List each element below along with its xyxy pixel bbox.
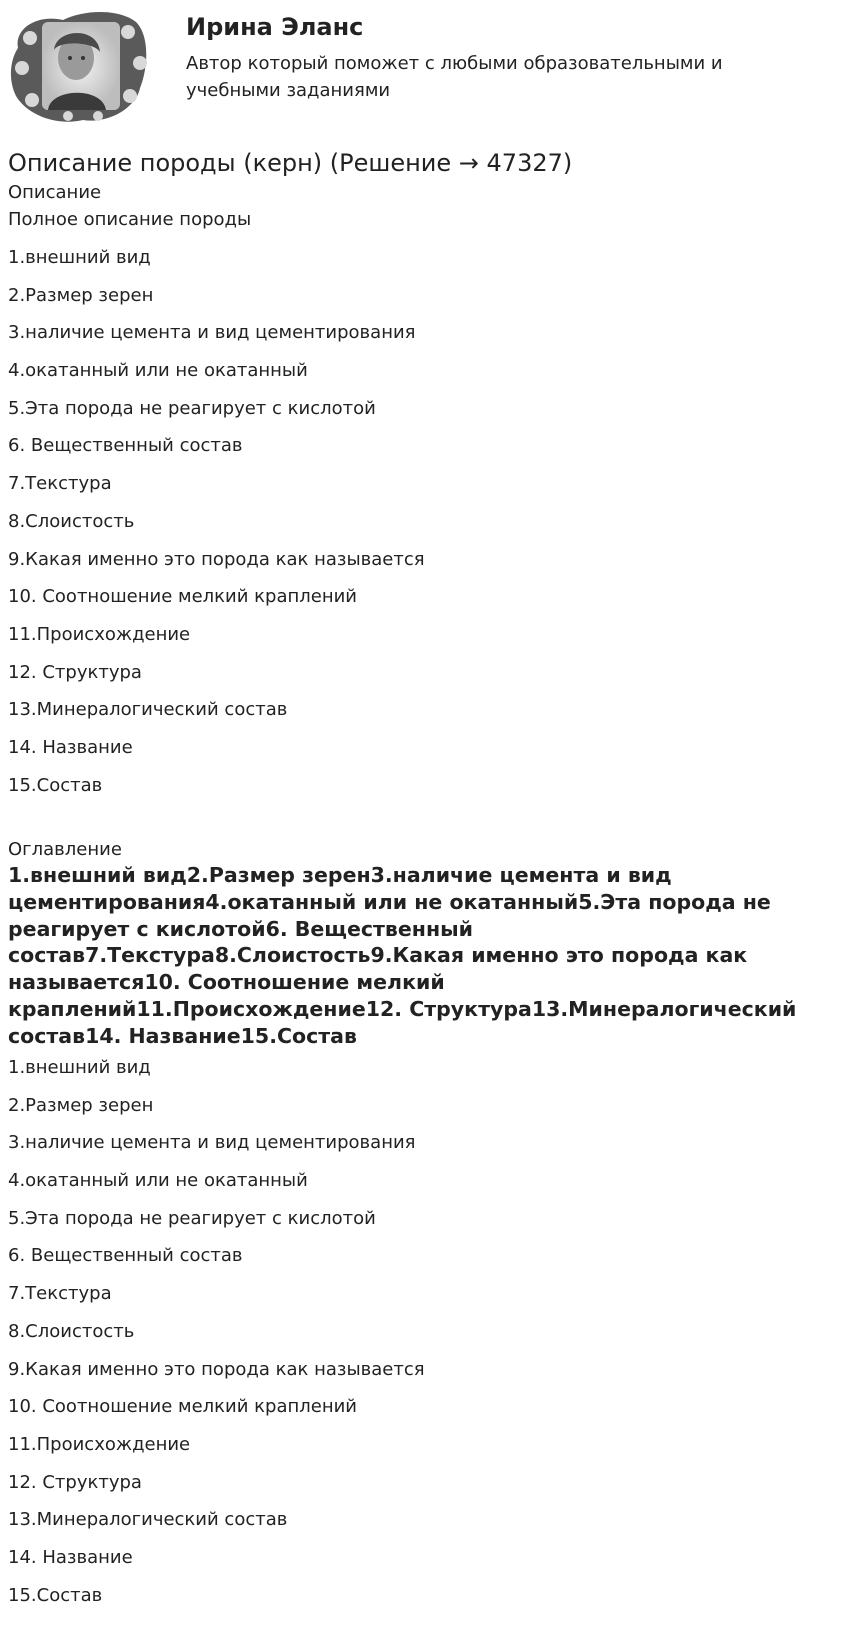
list-item: 6. Вещественный состав xyxy=(8,1245,243,1267)
list-item: 14. Название xyxy=(8,736,133,758)
toc-summary: 1.внешний вид2.Размер зерен3.наличие цемента и вид цементирования4.окатанный или не окатанный5.Эта порода не реагирует с кислотой6. Вещественный состав7.Текстура8.Слоистость9.Какая именно это порода как называется10. Соотношение мелкий краплений11.Происхождение12. Структура13.Минералогический состав14. Название15.Состав xyxy=(8,863,797,1048)
toc-heading: Оглавление xyxy=(8,839,122,860)
list-item: 5.Эта порода не реагирует с кислотой xyxy=(8,397,376,419)
list-item: 12. Структура xyxy=(8,1471,142,1493)
list-item: 11.Происхождение xyxy=(8,623,191,645)
toc-list xyxy=(8,1056,425,1621)
list-item: 1.внешний вид xyxy=(8,1057,151,1078)
list-item: 9.Какая именно это порода как называется xyxy=(8,1358,425,1380)
film-reel-frame-icon xyxy=(8,8,153,126)
list-item: 1.внешний вид xyxy=(8,247,151,268)
list-item: 13.Минералогический состав xyxy=(8,1509,288,1531)
list-item: 12. Структура xyxy=(8,661,142,683)
list-item: 13.Минералогический состав xyxy=(8,699,288,721)
list-item: 6. Вещественный состав xyxy=(8,435,243,457)
list-item: 4.окатанный или не окатанный xyxy=(8,1170,308,1192)
page-title: Описание породы (керн) (Решение → 47327) xyxy=(8,149,573,177)
list-item: 15.Состав xyxy=(8,1584,103,1606)
list-item: 15.Состав xyxy=(8,774,103,796)
list-item: 7.Текстура xyxy=(8,473,112,495)
description-intro: Полное описание породы xyxy=(8,209,252,230)
list-item: 2.Размер зерен xyxy=(8,1094,154,1116)
list-item: 3.наличие цемента и вид цементирования xyxy=(8,1132,416,1154)
description-list xyxy=(8,246,425,811)
list-item: 3.наличие цемента и вид цементирования xyxy=(8,322,416,344)
author-card xyxy=(8,8,838,128)
list-item: 10. Соотношение мелкий краплений xyxy=(8,586,358,608)
list-item: 7.Текстура xyxy=(8,1283,112,1305)
author-name[interactable]: Ирина Эланс xyxy=(186,13,364,41)
list-item: 14. Название xyxy=(8,1546,133,1568)
list-item: 10. Соотношение мелкий краплений xyxy=(8,1396,358,1418)
list-item: 8.Слоистость xyxy=(8,510,135,532)
list-item: 11.Происхождение xyxy=(8,1433,191,1455)
list-item: 8.Слоистость xyxy=(8,1320,135,1342)
author-description: Автор который поможет с любыми образовательными и учебными заданиями xyxy=(186,53,723,101)
list-item: 2.Размер зерен xyxy=(8,284,154,306)
list-item: 5.Эта порода не реагирует с кислотой xyxy=(8,1207,376,1229)
list-item: 9.Какая именно это порода как называется xyxy=(8,548,425,570)
author-avatar[interactable] xyxy=(8,8,153,126)
list-item: 4.окатанный или не окатанный xyxy=(8,360,308,382)
description-heading: Описание xyxy=(8,182,102,203)
